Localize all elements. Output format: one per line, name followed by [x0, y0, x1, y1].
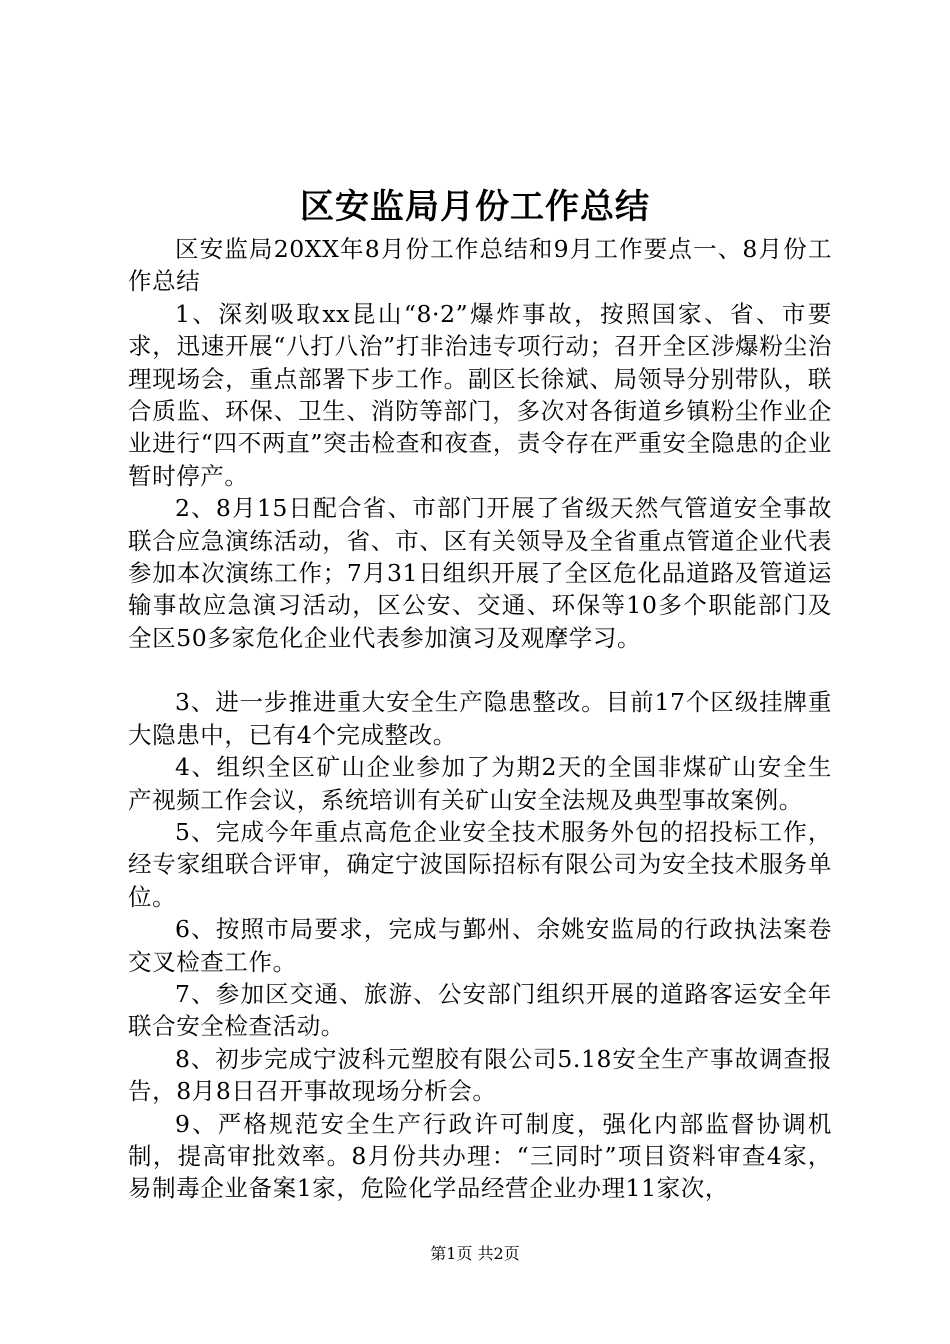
paragraph-item-7: 7、参加区交通、旅游、公安部门组织开展的道路客运安全年联合安全检查活动。 [128, 979, 832, 1041]
paragraph-item-4: 4、组织全区矿山企业参加了为期2天的全国非煤矿山安全生产视频工作会议，系统培训有关矿山安全法规及典型事故案例。 [128, 753, 832, 814]
paragraph-item-8: 8、初步完成宁波科元塑胶有限公司5.18安全生产事故调查报告，8月8日召开事故现场分析会。 [128, 1044, 832, 1106]
document-body [128, 233, 832, 1205]
paragraph-item-1: 1、深刻吸取xx昆山“8·2”爆炸事故，按照国家、省、市要求，迅速开展“八打八治”打非治违专项行动；召开全区涉爆粉尘治理现场会，重点部署下步工作。副区长徐斌、局领导分别带队，联合质监、环保、卫生、消防等部门，多次对各街道乡镇粉尘作业企业进行“四不两直”突击检查和夜查，责令存在严重安全隐患的企业暂时停产。 [128, 299, 832, 490]
page-footer [0, 1242, 950, 1266]
paragraph-item-2: 2、8月15日配合省、市部门开展了省级天然气管道安全事故联合应急演练活动，省、市、区有关领导及全省重点管道企业代表参加本次演练工作；7月31日组织开展了全区危化品道路及管道运输事故应急演习活动，区公安、交通、环保等10多个职能部门及全区50多家危化企业代表参加演习及观摩学习。 [128, 494, 832, 652]
document-title: 区安监局月份工作总结 [300, 187, 650, 227]
paragraph-item-9: 9、严格规范安全生产行政许可制度，强化内部监督协调机制，提高审批效率。8月份共办理：“三同时”项目资料审查4家，易制毒企业备案1家，危险化学品经营企业办理11家次， [128, 1109, 832, 1203]
paragraph-item-3: 3、进一步推进重大安全生产隐患整改。目前17个区级挂牌重大隐患中，已有4个完成整改。 [128, 688, 832, 749]
paragraph-item-5: 5、完成今年重点高危企业安全技术服务外包的招投标工作，经专家组联合评审，确定宁波国际招标有限公司为安全技术服务单位。 [128, 817, 832, 911]
page-number-label: 第1页 共2页 [430, 1244, 520, 1263]
paragraph-item-6: 6、按照市局要求，完成与鄞州、余姚安监局的行政执法案卷交叉检查工作。 [128, 915, 832, 976]
paragraph-intro: 区安监局20XX年8月份工作总结和9月工作要点一、8月份工作总结 [128, 235, 832, 296]
